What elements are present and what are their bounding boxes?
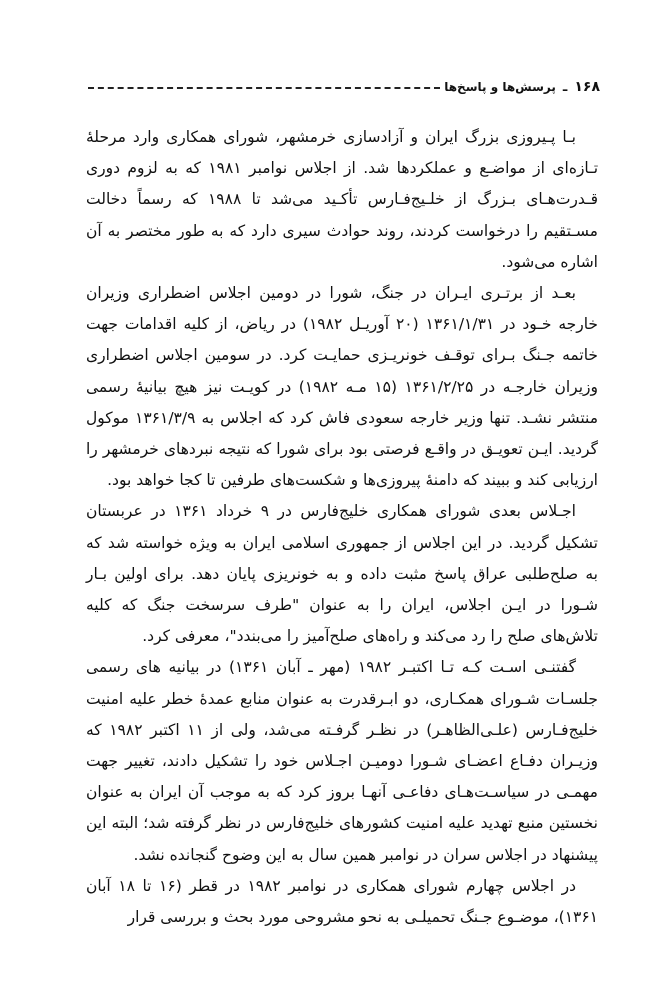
running-title: پرسش‌ها و پاسخ‌ها: [444, 80, 556, 94]
body-text: [86, 122, 598, 933]
paragraph: اجـلاس بعدی شورای همکاری خلیج‌فارس در ۹ خرداد ۱۳۶۱ در عربستان تشکیل گردید. در این اجلاس از جمهوری اسلامی ایران به ویژه خواسته شد که به صلح‌طلبی عراق پاسخ مثبت داده و به خونریزی پایان دهد. برای اولین بـار شـورا در ایـن اجلاس، ایران را به عنوان "طرف سرسخت جنگ که کلیه تلاش‌های صلح را رد می‌کند و راه‌های صلح‌آمیز را می‌بندد"، معرفی کرد.: [86, 502, 598, 646]
header-dashed-rule: [88, 87, 440, 89]
paragraph: در اجلاس چهارم شورای همکاری در نوامبر ۱۹۸۲ در قطر (۱۶ تا ۱۸ آبان ۱۳۶۱)، موضـوع جـنگ تحمیلـی به نحو مشروحی مورد بحث و بررسی قرار: [86, 876, 598, 927]
page-number: ۱۶۸: [574, 79, 600, 95]
running-header: [88, 76, 600, 98]
paragraph: بعـد از برتـری ایـران در جنگ، شورا در دومین اجلاس اضطراری وزیران خارجه خـود در ۱۳۶۱/۱/۳۱ (۲۰ آوریـل ۱۹۸۲) در ریاض، از کلیه اقدامات جهت خاتمه جـنگ بـرای توقـف خونریـزی حمایـت کرد. در سومین اجلاس اضطراری وزیران خارجـه در ۱۳۶۱/۲/۲۵ (۱۵ مـه ۱۹۸۲) در کویـت نیز هیچ بیانیهٔ رسمی منتشر نشـد. تنها وزیر خارجه سعودی فاش کرد که اجلاس به ۱۳۶۱/۳/۹ موکول گردید. ایـن تعویـق در واقـع فرصتی بود برای شورا که نتیجه نبردهای خرمشهر را ارزیابی کند و ببیند که دامنهٔ پیروزی‌ها و شکست‌های طرفین تا کجا خواهد بود.: [86, 284, 599, 490]
header-separator: ـ: [562, 79, 568, 95]
paragraph: بـا پـیروزی بزرگ ایران و آزادسازی خرمشهر، شورای همکاری وارد مرحلهٔ تـازه‌ای از مواضـع و عملکردها شد. از اجلاس نوامبر ۱۹۸۱ که به لزوم دوری قـدرت‌هـای بـزرگ از خلـیج‌فـارس تأکـید می‌شد تا ۱۹۸۸ که رسماً دخالت مسـتقیم را درخواست کردند، روند حوادث سیری دارد که به طور مختصر به آن اشاره می‌شود.: [86, 128, 599, 271]
paragraph: گفتنـی اسـت کـه تـا اکتبـر ۱۹۸۲ (مهر ـ آبان ۱۳۶۱) در بیانیه های رسمی جلسـات شـورای همکـاری، دو ابـرقدرت به عنوان منابع عمدهٔ خطر علیه امنیت خلیج‌فـارس (علـی‌الظاهـر) در نظـر گرفـته می‌شد، ولی از ۱۱ اکتبر ۱۹۸۲ که وزیـران دفـاع اعضـای شـورا دومیـن اجـلاس خود را تشکیل دادند، تغییر جهت مهمـی در سیاسـت‌هـای دفاعـی آنهـا بروز کرد که به موجب آن ایران به عنوان نخستین منبع تهدید علیه امنیت کشورهای خلیج‌فارس در نظر گرفته شد؛ البته این پیشنهاد در اجلاس سران در نوامبر همین سال به این وضوح گنجانده نشد.: [86, 658, 598, 864]
